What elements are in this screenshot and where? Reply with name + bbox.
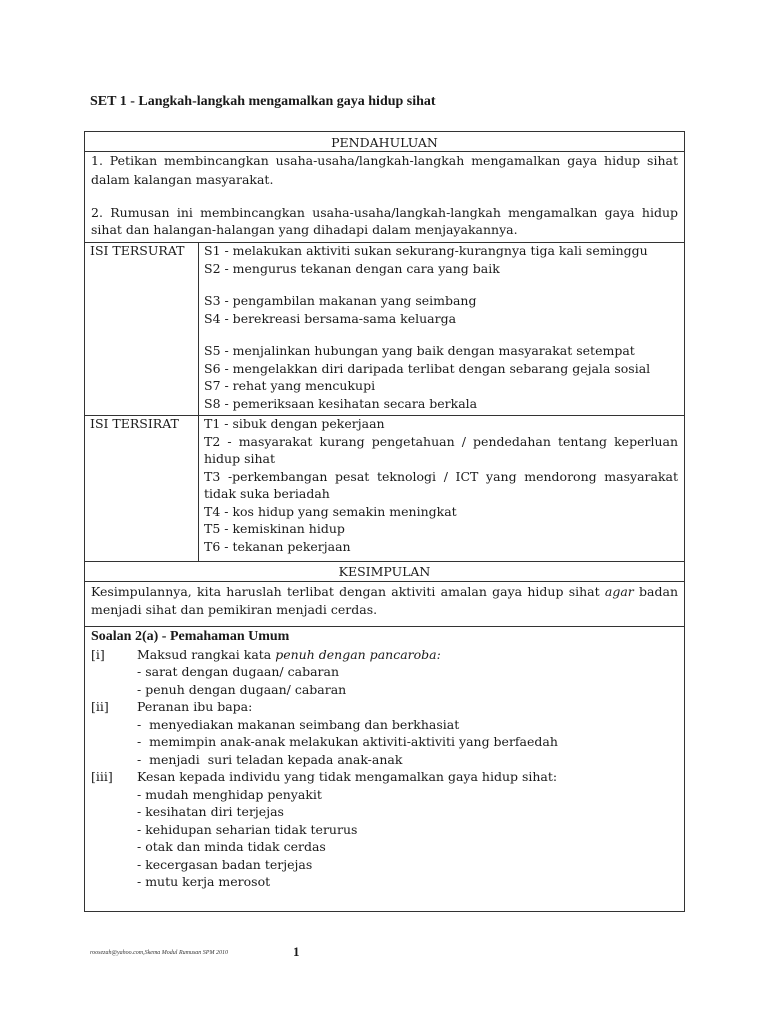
list-item: S1 - melakukan aktiviti sukan sekurang-kurangnya tiga kali seminggu bbox=[204, 243, 648, 258]
question-text: Peranan ibu bapa: bbox=[137, 699, 253, 714]
list-item: T4 - kos hidup yang semakin meningkat bbox=[204, 503, 457, 519]
footer-source: roosezah@yahoo.com,Skema Modul Rumusan SPM 2010 bbox=[90, 950, 228, 956]
answer-item: - sarat dengan dugaan/ cabaran bbox=[137, 664, 339, 679]
list-item: T1 - sibuk dengan pekerjaan bbox=[204, 416, 385, 431]
isi-tersurat-label: ISI TERSURAT bbox=[90, 243, 185, 258]
list-item: T2 - masyarakat kurang pengetahuan / pendedahan tentang keperluan hidup sihat bbox=[204, 433, 678, 466]
soalan-section bbox=[91, 628, 676, 891]
page-title: SET 1 - Langkah-langkah mengamalkan gaya hidup sihat bbox=[90, 94, 436, 109]
answer-item: - kesihatan diri terjejas bbox=[137, 804, 284, 819]
page-number: 1 bbox=[293, 944, 300, 959]
question-i bbox=[91, 646, 676, 664]
answer-item: - kecergasan badan terjejas bbox=[137, 856, 313, 872]
list-item: T6 - tekanan pekerjaan bbox=[204, 538, 351, 554]
answer-item: - memimpin anak-anak melakukan aktiviti-aktiviti yang berfaedah bbox=[137, 734, 558, 749]
list-item: S6 - mengelakkan diri daripada terlibat dengan sebarang gejala sosial bbox=[204, 360, 651, 376]
list-item: S3 - pengambilan makanan yang seimbang bbox=[204, 293, 477, 308]
divider bbox=[85, 581, 684, 582]
answer-item: - kehidupan seharian tidak terurus bbox=[137, 821, 358, 837]
answer-table bbox=[84, 131, 685, 912]
kesimpulan-text-after: badan menjadi sihat dan pemikiran menjadi cerdas. bbox=[91, 584, 678, 617]
list-item: S2 - mengurus tekanan dengan cara yang baik bbox=[204, 260, 500, 276]
pendahuluan-body bbox=[85, 151, 684, 238]
divider bbox=[85, 626, 684, 627]
question-text: Maksud rangkai kata bbox=[137, 646, 272, 662]
kesimpulan-heading: KESIMPULAN bbox=[338, 564, 431, 579]
list-item: S8 - pemeriksaan kesihatan secara berkala bbox=[204, 395, 478, 411]
pendahuluan-heading: PENDAHULUAN bbox=[331, 135, 438, 150]
pendahuluan-point-1: 1. Petikan membincangkan usaha-usaha/langkah-langkah mengamalkan gaya hidup sihat dalam kalangan masyarakat. bbox=[91, 153, 678, 187]
answer-item: - penuh dengan dugaan/ cabaran bbox=[137, 681, 347, 697]
kesimpulan-text-italic: agar bbox=[604, 584, 634, 599]
answer-item: - menjadi suri teladan kepada anak-anak bbox=[137, 751, 403, 767]
list-item: S5 - menjalinkan hubungan yang baik dengan masyarakat setempat bbox=[204, 343, 635, 358]
divider bbox=[85, 561, 684, 562]
question-iii bbox=[91, 768, 676, 786]
list-item: S4 - berekreasi bersama-sama keluarga bbox=[204, 310, 457, 326]
answer-item: - mudah menghidap penyakit bbox=[137, 786, 322, 802]
question-ii bbox=[91, 698, 676, 716]
list-item: T3 -perkembangan pesat teknologi / ICT yang mendorong masyarakat tidak suka beriadah bbox=[204, 468, 678, 501]
isi-tersurat-list bbox=[204, 242, 680, 412]
kesimpulan-text-before: Kesimpulannya, kita haruslah terlibat dengan aktiviti amalan gaya hidup sihat bbox=[91, 584, 600, 599]
pendahuluan-point-2: 2. Rumusan ini membincangkan usaha-usaha/langkah-langkah mengamalkan gaya hidup sihat dan halangan-halangan yang dihadapi dalam menjayakannya. bbox=[91, 205, 678, 237]
answer-item: - menyediakan makanan seimbang dan berkhasiat bbox=[137, 716, 460, 732]
isi-tersirat-label: ISI TERSIRAT bbox=[90, 416, 179, 431]
question-text: Kesan kepada individu yang tidak mengamalkan gaya hidup sihat: bbox=[137, 769, 558, 784]
kesimpulan-body bbox=[85, 583, 684, 618]
answer-item: - otak dan minda tidak cerdas bbox=[137, 839, 326, 854]
soalan-heading: Soalan 2(a) - Pemahaman Umum bbox=[91, 629, 290, 644]
question-number: [iii] bbox=[91, 769, 113, 784]
isi-tersirat-list bbox=[204, 415, 678, 555]
answer-item: - mutu kerja merosot bbox=[137, 874, 271, 889]
list-item: T5 - kemiskinan hidup bbox=[204, 521, 345, 536]
column-divider bbox=[198, 242, 199, 561]
question-number: [ii] bbox=[91, 699, 109, 714]
question-phrase: penuh dengan pancaroba: bbox=[275, 646, 441, 662]
question-number: [i] bbox=[91, 646, 105, 662]
list-item: S7 - rehat yang mencukupi bbox=[204, 378, 376, 393]
